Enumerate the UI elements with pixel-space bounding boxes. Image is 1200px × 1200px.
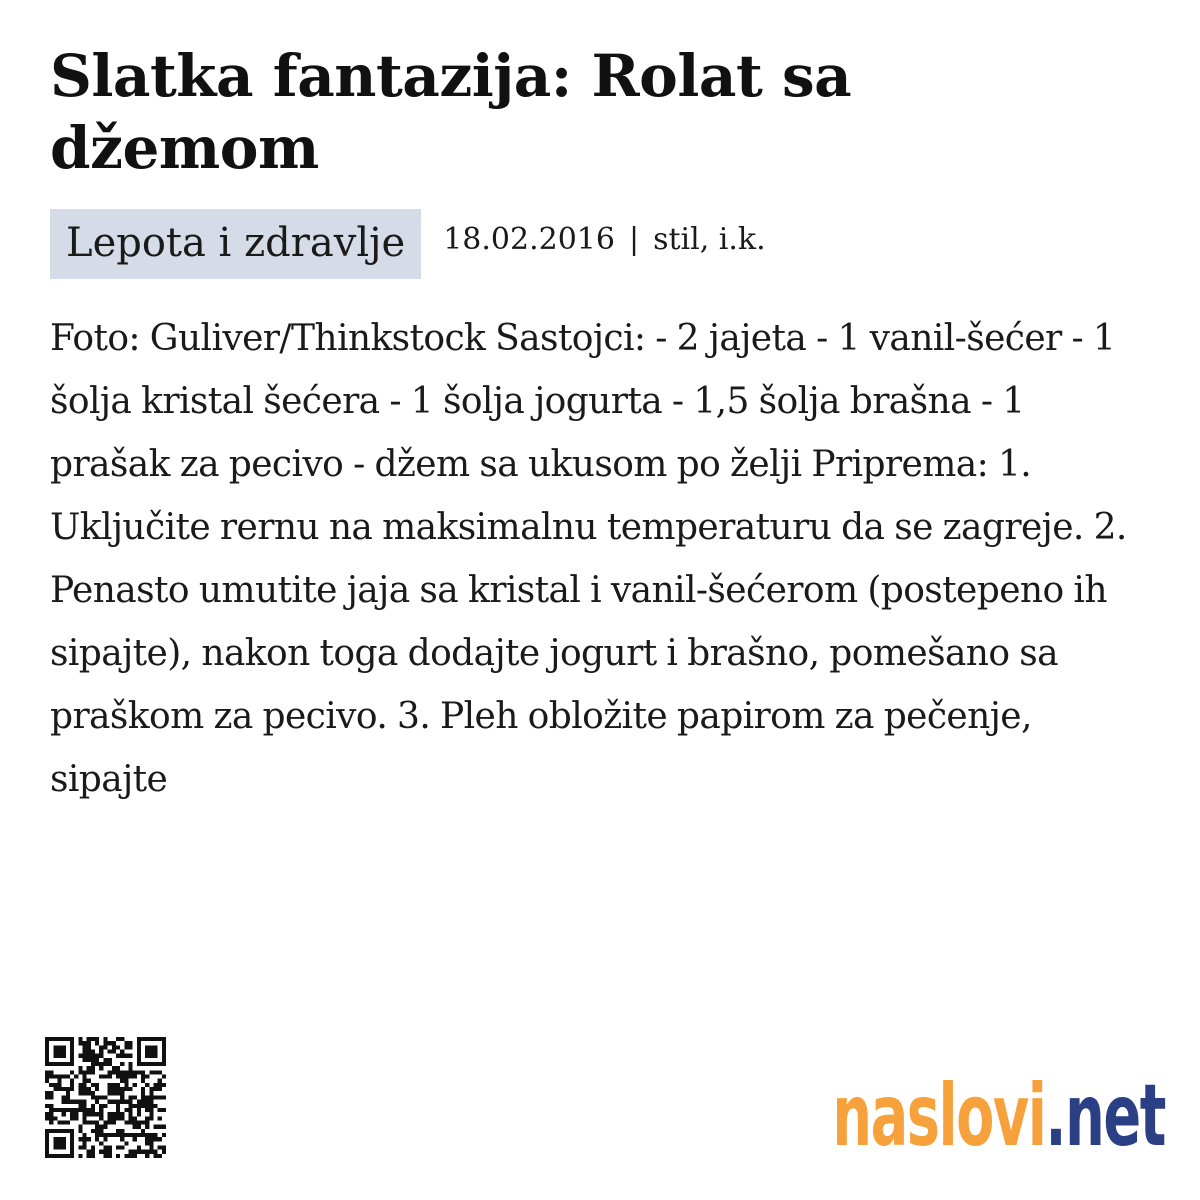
article-date: 18.02.2016 [443, 222, 615, 257]
logo-naslovi: naslovi [832, 1066, 1046, 1166]
qr-code-icon [45, 1037, 166, 1158]
meta-separator: | [628, 222, 640, 257]
article-body: Foto: Guliver/Thinkstock Sastojci: - 2 jajeta - 1 vanil-šećer - 1 šolja kristal šećera - 1 šolja jogurta - 1,5 šolja brašna - 1 prašak za pecivo - džem sa ukusom po želji Priprema: 1. Uključite rernu na maksimalnu temperaturu da se zagreje. 2. Penasto umutite jaja sa kristal i vanil-šećerom (postepeno ih sipajte), nakon toga dodajte jogurt i brašno, pomešano sa praškom za pecivo. 3. Pleh obložite papirom za pečenje, sipajte [50, 318, 1127, 800]
article-meta [50, 209, 1130, 279]
naslovi-net-logo[interactable] [832, 1068, 1165, 1164]
article-title: Slatka fantazija: Rolat sa džemom [50, 42, 852, 182]
logo-net: .net [1045, 1066, 1165, 1166]
article [50, 40, 1130, 811]
category-badge[interactable]: Lepota i zdravlje [50, 209, 421, 279]
article-author: stil, i.k. [653, 222, 766, 257]
meta-info [443, 209, 765, 259]
